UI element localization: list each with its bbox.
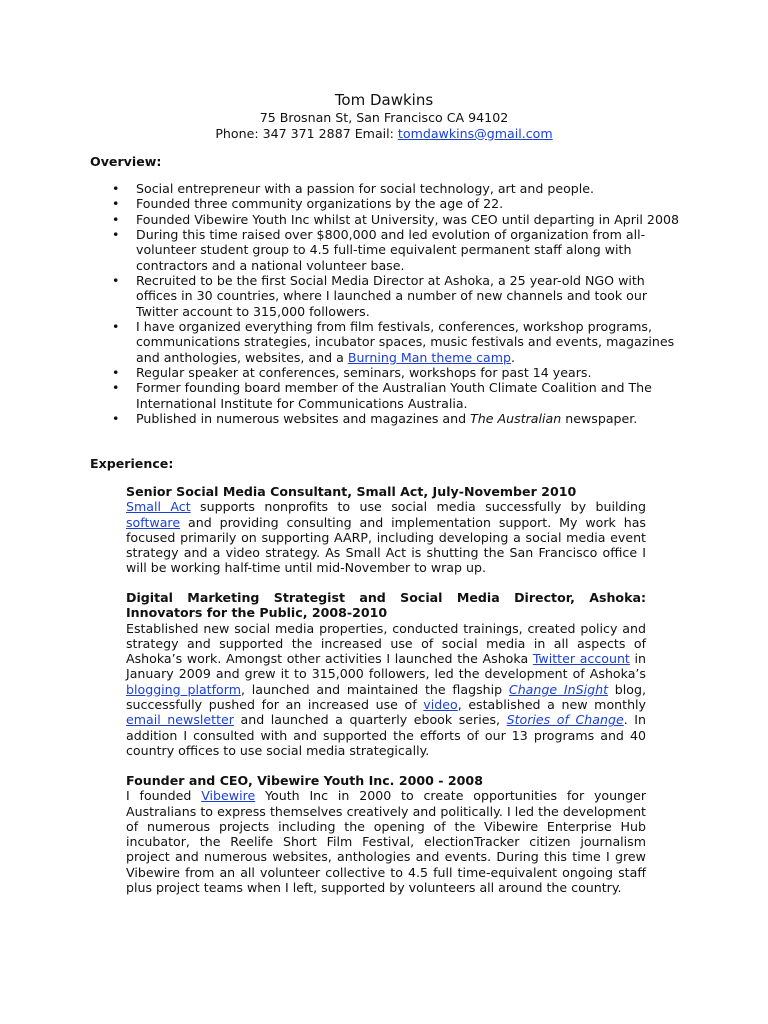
overview-bullet-item xyxy=(90,273,680,319)
job-entry xyxy=(126,773,646,895)
bullet-text: Founded three community organizations by the age of 22. xyxy=(136,196,504,212)
candidate-name: Tom Dawkins xyxy=(334,91,434,109)
job-entry xyxy=(126,484,646,576)
bullet-icon: • xyxy=(112,319,120,335)
change-insight-link[interactable]: Change InSight xyxy=(508,681,609,697)
resume-header xyxy=(0,90,768,141)
overview-bullet-item xyxy=(90,365,680,380)
overview-bullet-item xyxy=(90,227,680,273)
overview-bullet-item xyxy=(90,181,680,196)
bullet-text: I have organized everything from film festivals, conferences, workshop programs, communications strategies, incubator spaces, music festivals and events, magazines and anthologies, websites, and a Burning Man theme camp. xyxy=(136,319,675,365)
overview-heading: Overview: xyxy=(90,154,162,169)
bullet-text: Social entrepreneur with a passion for social technology, art and people. xyxy=(136,181,595,196)
bullet-text: Former founding board member of the Australian Youth Climate Coalition and The International Institute for Communications Australia. xyxy=(136,380,652,411)
blogging-platform-link[interactable]: blogging platform xyxy=(126,681,241,697)
vibewire-link[interactable]: Vibewire xyxy=(201,788,256,804)
stories-of-change-link[interactable]: Stories of Change xyxy=(506,712,624,728)
publication-name: The Australian xyxy=(470,411,562,427)
job-title: Digital Marketing Strategist and Social Media Director, Ashoka: Innovators for the Public, 2008-2010 xyxy=(126,590,646,621)
job-entry xyxy=(126,590,646,758)
overview-list xyxy=(90,181,680,427)
overview-bullet-item xyxy=(90,196,680,211)
overview-bullet-item xyxy=(90,380,680,411)
experience-heading: Experience: xyxy=(90,456,174,471)
video-link[interactable]: video xyxy=(423,697,458,713)
bullet-icon: • xyxy=(112,380,120,396)
address-line: 75 Brosnan St, San Francisco CA 94102 xyxy=(259,110,509,125)
bullet-text: Regular speaker at conferences, seminars, workshops for past 14 years. xyxy=(136,365,592,381)
overview-bullet-item xyxy=(90,411,680,426)
bullet-icon: • xyxy=(112,365,120,381)
overview-bullet-item xyxy=(90,212,680,227)
bullet-icon: • xyxy=(112,411,120,427)
bullet-icon: • xyxy=(112,227,120,243)
bullet-icon: • xyxy=(112,196,120,212)
contact-line xyxy=(0,126,768,142)
email-link[interactable]: tomdawkins@gmail.com xyxy=(397,125,553,141)
job-description: Small Act supports nonprofits to use social media successfully by building software and providing consulting and implementation support. My work has focused primarily on supporting AARP, including developing a social media event strategy and a video strategy. As Small Act is shutting the San Francisco office I will be working half-time until mid-November to wrap up. xyxy=(126,499,646,576)
bullet-icon: • xyxy=(112,273,120,289)
bullet-icon: • xyxy=(112,181,120,196)
burning-man-link[interactable]: Burning Man theme camp xyxy=(347,349,512,365)
software-link[interactable]: software xyxy=(126,514,181,530)
small-act-link[interactable]: Small Act xyxy=(126,499,191,515)
overview-bullet-item xyxy=(90,319,680,365)
bullet-icon: • xyxy=(112,211,120,227)
twitter-account-link[interactable]: Twitter account xyxy=(532,651,630,667)
job-description: Established new social media properties, conducted trainings, created policy and strategy and supported the increased use of social media in all aspects of Ashoka’s work. Amongst other activities I launched the Ashoka Twitter account in January 2009 and grew it to 315,000 followers, led the development of Ashoka’s blogging platform, launched and maintained the flagship Change InSight blog, successfully pushed for an increased use of video, established a new monthly email newsletter and launched a quarterly ebook series, Stories of Change. In addition I consulted with and supported the efforts of our 13 programs and 40 country offices to use social media strategically. xyxy=(126,620,647,758)
job-title: Senior Social Media Consultant, Small Act, July-November 2010 xyxy=(126,484,577,499)
email-newsletter-link[interactable]: email newsletter xyxy=(126,712,234,728)
bullet-text: Recruited to be the first Social Media Director at Ashoka, a 25 year-old NGO with offices in 30 countries, where I launched a number of new channels and took our Twitter account to 315,000 followers. xyxy=(136,273,648,319)
phone-label: Phone: 347 371 2887 Email: xyxy=(215,125,398,141)
job-description: I founded Vibewire Youth Inc in 2000 to create opportunities for younger Australians to express themselves creatively and politically. I led the development of numerous projects including the opening of the Vibewire Enterprise Hub incubator, the Reelife Short Film Festival, electionTracker citizen journalism project and numerous websites, anthologies and events. During this time I grew Vibewire from an all volunteer collective to 4.5 full time-equivalent ongoing staff plus project teams when I left, supported by volunteers all around the country. xyxy=(126,788,646,896)
job-title: Founder and CEO, Vibewire Youth Inc. 2000 - 2008 xyxy=(126,773,483,788)
bullet-text: During this time raised over $800,000 and led evolution of organization from all-volunteer student group to 4.5 full-time equivalent permanent staff along with contractors and a national volunteer base. xyxy=(136,227,646,273)
bullet-text: Founded Vibewire Youth Inc whilst at University, was CEO until departing in April 2008 xyxy=(136,211,679,227)
bullet-text: Published in numerous websites and magazines and The Australian newspaper. xyxy=(136,411,638,427)
